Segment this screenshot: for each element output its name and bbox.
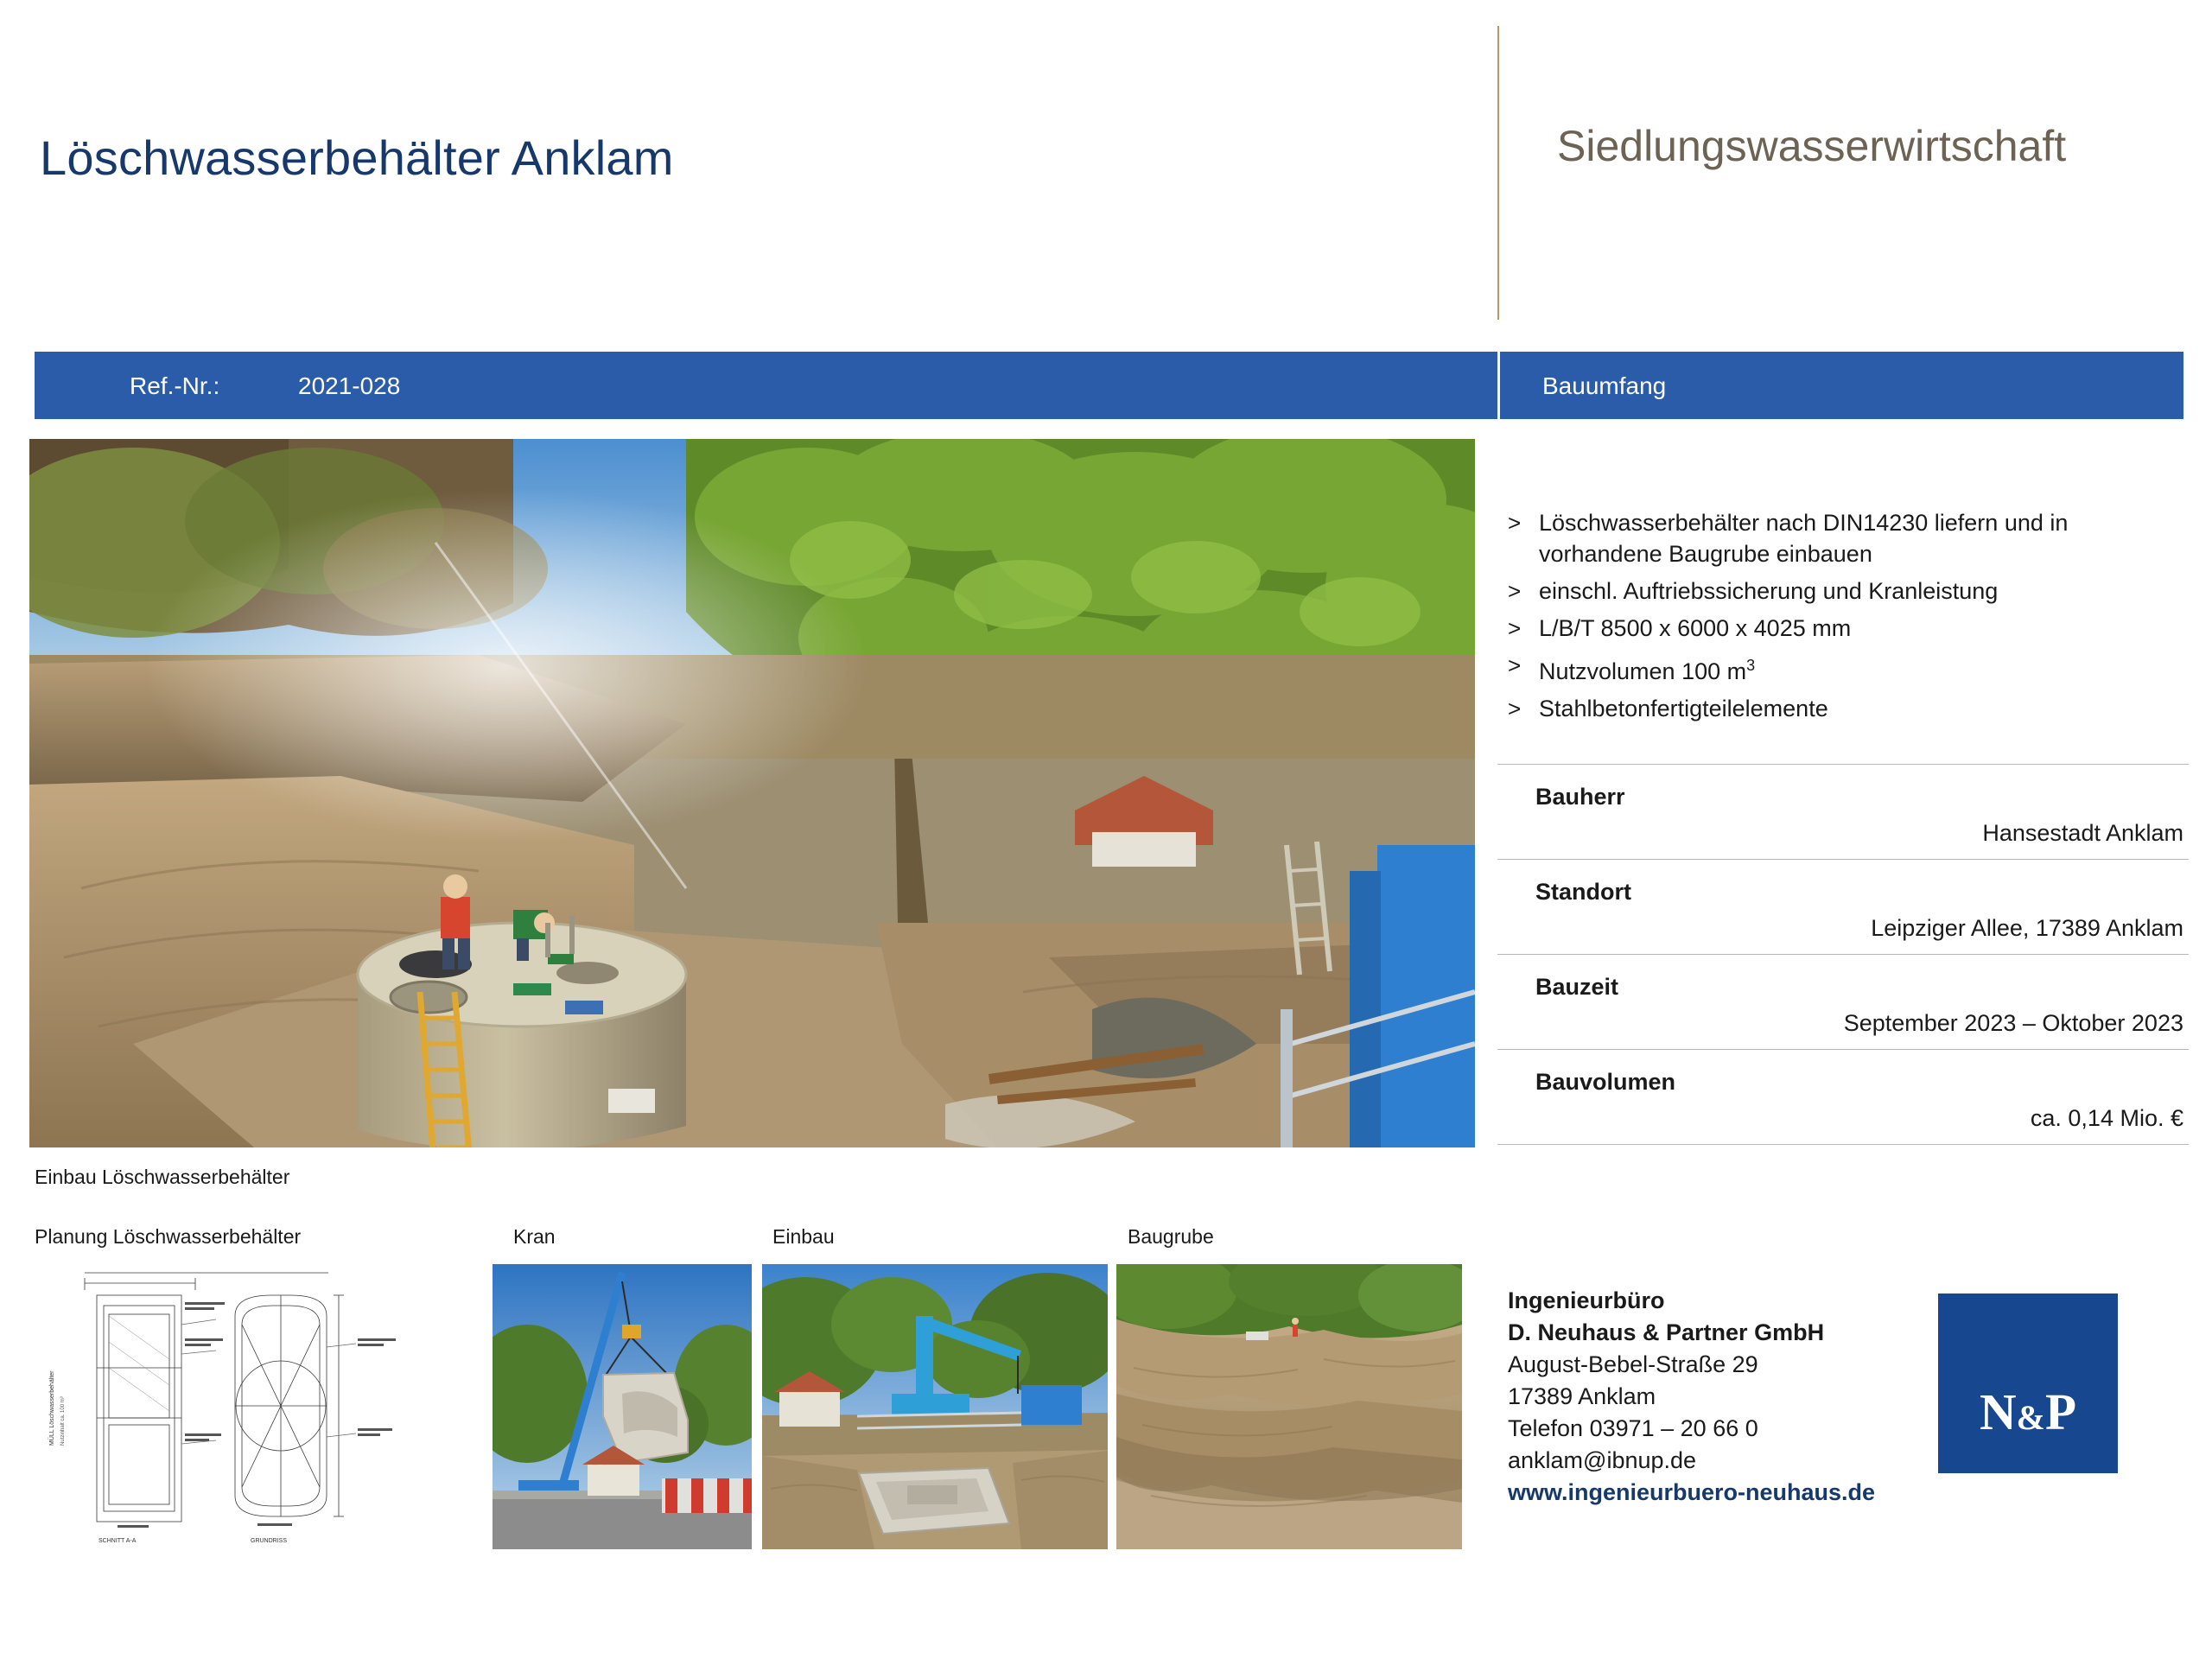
fact-value: Leipziger Allee, 17389 Anklam <box>1871 915 2183 941</box>
table-row <box>1497 859 2189 954</box>
caption-thumb-kran: Kran <box>513 1225 556 1248</box>
company-website-link[interactable]: www.ingenieurbuero-neuhaus.de <box>1508 1479 1876 1505</box>
list-item <box>1508 507 2190 569</box>
logo-text-left: N <box>1980 1383 2017 1440</box>
caption-main-photo: Einbau Löschwasserbehälter <box>35 1166 290 1188</box>
list-item-label: Stahlbetonfertigteilelemente <box>1539 696 1828 721</box>
caption-thumb-planung: Planung Löschwasserbehälter <box>35 1225 302 1248</box>
company-line-3: August-Bebel-Straße 29 <box>1508 1351 1758 1377</box>
list-item <box>1508 575 2190 607</box>
list-item <box>1508 613 2190 644</box>
list-item-label: L/B/T 8500 x 6000 x 4025 mm <box>1539 615 1852 641</box>
company-line-2: D. Neuhaus & Partner GmbH <box>1508 1319 1825 1345</box>
table-row <box>1497 1049 2189 1145</box>
ref-label: Ref.-Nr.: <box>130 372 220 399</box>
caption-thumb-einbau: Einbau <box>772 1225 835 1248</box>
fact-value: September 2023 – Oktober 2023 <box>1843 1010 2183 1036</box>
company-address-block <box>1508 1285 2009 1509</box>
scope-label: Bauumfang <box>1542 372 1667 399</box>
header-divider <box>1497 26 1499 320</box>
bullet-marker-icon: > <box>1508 696 1522 721</box>
section-title: Siedlungswasserwirtschaft <box>1557 122 2067 170</box>
thumb-photo-crane <box>493 1264 752 1549</box>
list-item-label: Nutzvolumen 100 m <box>1539 658 1747 684</box>
page-title: Löschwasserbehälter Anklam <box>40 130 674 185</box>
bar-divider <box>1497 352 1500 419</box>
superscript-exponent: 3 <box>1746 657 1756 674</box>
svg-text:Nutzinhalt ca. 100 m³: Nutzinhalt ca. 100 m³ <box>60 1396 66 1446</box>
thumb-technical-drawing <box>35 1264 475 1549</box>
table-row <box>1497 954 2189 1049</box>
list-item-label: einschl. Auftriebssicherung und Kranleistung <box>1539 578 1999 604</box>
ref-bar <box>35 352 2183 419</box>
list-item <box>1508 693 2190 724</box>
company-logo <box>1938 1294 2118 1473</box>
company-email[interactable]: anklam@ibnup.de <box>1508 1447 1697 1473</box>
company-line-1: Ingenieurbüro <box>1508 1287 1665 1313</box>
fact-value: Hansestadt Anklam <box>1982 820 2183 846</box>
thumb-photo-baugrube <box>1116 1264 1462 1549</box>
fact-label: Bauherr <box>1535 784 1625 810</box>
svg-text:GRUNDRISS: GRUNDRISS <box>251 1538 288 1544</box>
fact-label: Bauzeit <box>1535 974 1619 1000</box>
logo-ampersand: & <box>2016 1398 2045 1437</box>
company-line-5: Telefon 03971 – 20 66 0 <box>1508 1415 1758 1441</box>
bullet-marker-icon: > <box>1508 652 1522 678</box>
bullet-marker-icon: > <box>1508 578 1522 604</box>
svg-text:MÜLL Löschwasserbehälter: MÜLL Löschwasserbehälter <box>49 1370 55 1446</box>
thumb-photo-einbau <box>762 1264 1108 1549</box>
list-item-label: Löschwasserbehälter nach DIN14230 liefern und in vorhandene Baugrube einbauen <box>1539 510 2069 567</box>
fact-label: Bauvolumen <box>1535 1069 1676 1095</box>
caption-thumb-baugrube: Baugrube <box>1128 1225 1214 1248</box>
bar-tick-top <box>1497 328 1499 353</box>
svg-text:SCHNITT A-A: SCHNITT A-A <box>99 1538 137 1544</box>
list-item <box>1508 650 2190 687</box>
fact-value: ca. 0,14 Mio. € <box>2030 1105 2183 1131</box>
project-facts-table <box>1497 764 2189 1145</box>
bullet-marker-icon: > <box>1508 510 1522 536</box>
scope-list <box>1508 507 2190 730</box>
ref-value: 2021-028 <box>298 372 401 399</box>
header <box>0 0 2212 346</box>
company-line-4: 17389 Anklam <box>1508 1383 1656 1409</box>
fact-label: Standort <box>1535 879 1631 905</box>
main-photo-construction-pit <box>29 439 1475 1147</box>
bullet-marker-icon: > <box>1508 615 1522 641</box>
logo-text-right: P <box>2044 1383 2076 1440</box>
table-row <box>1497 764 2189 859</box>
